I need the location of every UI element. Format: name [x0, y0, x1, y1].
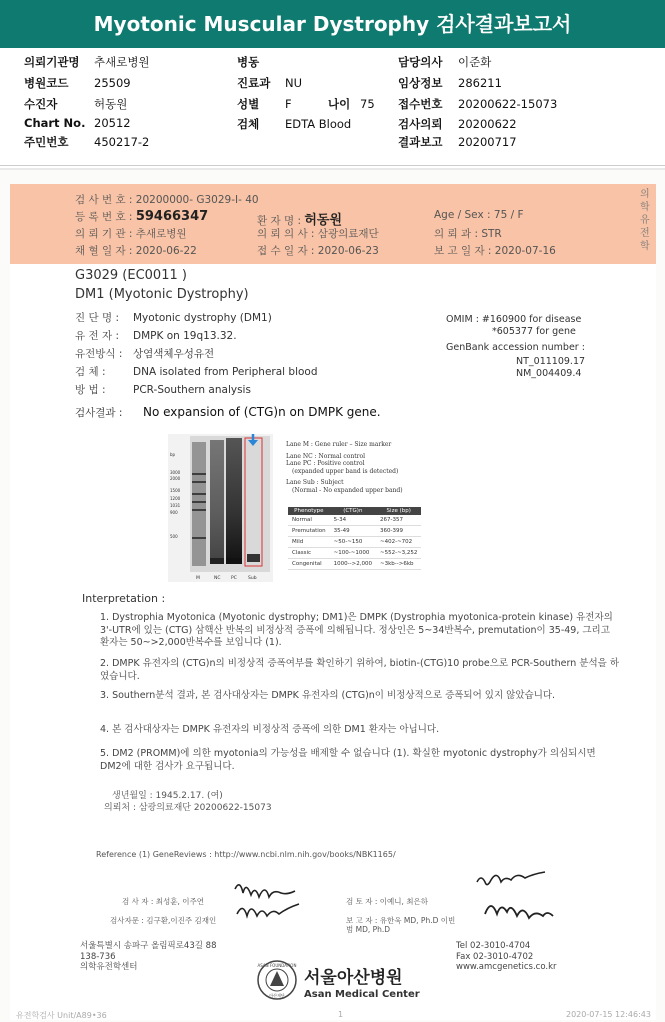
- header-report-date: 결과보고 20200717: [398, 135, 517, 149]
- genbank-label: GenBank accession number :: [446, 342, 585, 353]
- ladder-label: 1500: [170, 488, 181, 493]
- advisor: 검사자문 : 김구환,이진주 김재인: [110, 916, 217, 925]
- header-chart-no: Chart No. 20512: [24, 116, 131, 130]
- report-info-box: [10, 184, 656, 264]
- footer-page: 1: [338, 1010, 344, 1019]
- receipt-date: 접 수 일 자 : 2020-06-23: [257, 245, 379, 257]
- reference: Reference (1) GeneReviews : http://www.ncbi.nlm.nih.gov/books/NBK1165/: [96, 850, 396, 859]
- interpretation-title: Interpretation :: [82, 592, 166, 605]
- birth-date: 생년월일 : 1945.2.17. (여): [112, 791, 223, 801]
- ladder-label: 3000: [170, 470, 181, 475]
- hospital-name-en: Asan Medical Center: [304, 989, 420, 1000]
- header-request-date: 검사의뢰 20200622: [398, 117, 517, 131]
- reviewer: 검 토 자 : 이예니, 최은하: [346, 897, 429, 906]
- asan-foundation-logo-icon: [256, 959, 298, 1001]
- interpretation-item-3: 3. Southern분석 결과, 본 검사대상자는 DMPK 유전자의 (CTG)n이 비정상적으로 증폭되어 있지 않았습니다.: [100, 690, 556, 701]
- collection-date: 채 혈 일 자 : 2020-06-22: [75, 245, 197, 257]
- table-row: Normal 5-34 267-357: [288, 515, 421, 526]
- header-institution: 의뢰기관명 추새로병원: [24, 55, 150, 69]
- vertical-label: 의학유전학: [640, 189, 650, 252]
- registration-number: 등 록 번 호 : 59466347: [75, 209, 209, 224]
- omim-disease: OMIM : #160900 for disease: [446, 314, 582, 325]
- logo-lettering: ASAN FOUNDATION: [257, 963, 297, 968]
- table-row: Premutation 35-49 360-399: [288, 526, 421, 537]
- interpretation-item-2: 2. DMPK 유전자의 (CTG)n의 비정상적 증폭여부를 확인하기 위하여, biotin-(CTG)10 probe으로 PCR-Southern 분석을 하였습니다.: [100, 658, 620, 682]
- table-row: Congenital 1000-->2,000 ~3kb-->6kb: [288, 559, 421, 570]
- gel-legend: [286, 441, 403, 494]
- address: 서울특별시 송파구 올림픽로43길 88 138-736 의학유전학센터: [80, 941, 217, 972]
- hospital-name-kr: 서울아산병원: [304, 968, 403, 988]
- diagnosis: 진 단 명 : Myotonic dystrophy (DM1): [75, 312, 272, 324]
- requesting-department: 의 뢰 과 : STR: [434, 228, 502, 240]
- southern-blot-image: [168, 434, 273, 582]
- header-specimen: 검체 EDTA Blood: [237, 117, 352, 131]
- header-sex: 성별 F: [237, 97, 292, 111]
- ladder-label: 500: [170, 534, 178, 539]
- result: 검사결과 : No expansion of (CTG)n on DMPK gene.: [75, 405, 381, 419]
- omim-gene: *605377 for gene: [492, 326, 576, 337]
- ladder-label: 1031: [170, 503, 181, 508]
- report-date: 보 고 일 자 : 2020-07-16: [434, 245, 556, 257]
- table-row: Classic ~100-~1000 ~552-~3,252: [288, 548, 421, 559]
- genbank-nt: NT_011109.17: [516, 356, 586, 367]
- header-doctor: 담당의사 이준화: [398, 55, 492, 69]
- ladder-label: bp: [170, 452, 176, 457]
- header-receipt-no: 접수번호 20200622-15073: [398, 97, 558, 111]
- legend-line: (expanded upper band is detected): [292, 467, 399, 475]
- test-code: G3029 (EC0011 ): [75, 268, 187, 283]
- legend-line: (Normal - No expanded upper band): [292, 486, 403, 494]
- patient-header: [0, 48, 665, 166]
- table-header-row: Phenotype (CTG)n Size (bp): [288, 507, 421, 515]
- specimen: 검 체 : DNA isolated from Peripheral blood: [75, 366, 318, 378]
- header-clinical-info: 임상정보 286211: [398, 76, 502, 90]
- footer-unit: 유전학검사 Unit/A89•36: [16, 1011, 107, 1020]
- header-ward: 병동: [237, 55, 260, 69]
- header-id-no: 주민번호 450217-2: [24, 135, 150, 149]
- interpretation-item-1: 1. Dystrophia Myotonica (Myotonic dystrophy; DM1)은 DMPK (Dystrophia myotonica-protein kinase) 유전자의 3'-UTR에 있는 (CTG) 삼핵산 반복의 비정상적 증폭에 의해됩니다. 정상인은 5~34반복수, premutation이 35-49, 그리고 환자는 50~>2,000반복수를 보입니다 (1).: [100, 612, 613, 648]
- requesting-institution: 의 뢰 기 관 : 추새로병원: [75, 228, 187, 240]
- interpretation-item-5: 5. DM2 (PROMM)에 의한 myotonia의 가능성을 배제할 수 없습니다 (1). 확실한 myotonic dystrophy가 의심되시면 DM2에 대한 검사가 요구됩니다.: [100, 748, 596, 772]
- legend-line: Lane Sub : Subject: [286, 479, 344, 486]
- report-paper: [10, 184, 656, 1020]
- lane-label: Sub: [248, 576, 257, 581]
- inheritance: 유전방식 : 상염색체우성유전: [75, 348, 215, 360]
- ladder-label: 1200: [170, 496, 181, 501]
- requesting-doctor: 의 뢰 의 사 : 삼광의료재단: [257, 228, 379, 240]
- lane-label: PC: [231, 576, 237, 581]
- requester: 의뢰처 : 삼광의료재단 20200622-15073: [104, 803, 272, 813]
- table-row: Mild ~50-~150 ~402-~702: [288, 537, 421, 548]
- examiner: 검 사 자 : 최성훈, 이주연: [122, 897, 205, 906]
- header-age: 나이 75: [328, 97, 375, 111]
- report-title: Myotonic Muscular Dystrophy 검사결과보고서: [93, 12, 572, 36]
- ladder-label: 900: [170, 510, 178, 515]
- legend-line: Lane PC : Positive control: [286, 460, 365, 467]
- method: 방 법 : PCR-Southern analysis: [75, 384, 251, 396]
- interpretation-item-4: 4. 본 검사대상자는 DMPK 유전자의 비정상적 증폭에 의한 DM1 환자는 아닙니다.: [100, 724, 440, 735]
- reporter: 보 고 자 : 유한욱 MD, Ph.D 이빈범 MD, Ph.D: [346, 916, 456, 934]
- header-patient: 수진자 허동원: [24, 97, 128, 111]
- patient-name: 환 자 명 : 허동원: [257, 213, 343, 228]
- age-sex: Age / Sex : 75 / F: [434, 209, 524, 221]
- lane-label: M: [196, 576, 200, 581]
- contact: Tel 02-3010-4704 Fax 02-3010-4702 www.amcgenetics.co.kr: [456, 941, 557, 972]
- report-banner: [0, 0, 665, 48]
- footer-timestamp: 2020-07-15 12:46:43: [566, 1010, 651, 1019]
- genbank-nm: NM_004409.4: [516, 368, 582, 379]
- reviewer-signature: [455, 864, 585, 934]
- header-department: 진료과 NU: [237, 76, 303, 90]
- hospital-logo: [304, 963, 420, 1000]
- legend-line: Lane NC : Normal control: [286, 452, 366, 460]
- lane-label: NC: [214, 576, 221, 581]
- phenotype-table: [288, 507, 421, 570]
- examiner-signature: [225, 869, 345, 929]
- header-hospital-code: 병원코드 25509: [24, 76, 131, 90]
- exam-number: 검 사 번 호 : 20200000- G3029-I- 40: [75, 194, 259, 206]
- scanned-report: [0, 168, 665, 1022]
- ladder-label: 2000: [170, 476, 181, 481]
- gene: 유 전 자 : DMPK on 19q13.32.: [75, 330, 237, 342]
- logo-sub-lettering: 아산재단: [269, 993, 285, 998]
- test-name: DM1 (Myotonic Dystrophy): [75, 287, 249, 302]
- legend-line: Lane M : Gene ruler – Size marker: [286, 441, 392, 448]
